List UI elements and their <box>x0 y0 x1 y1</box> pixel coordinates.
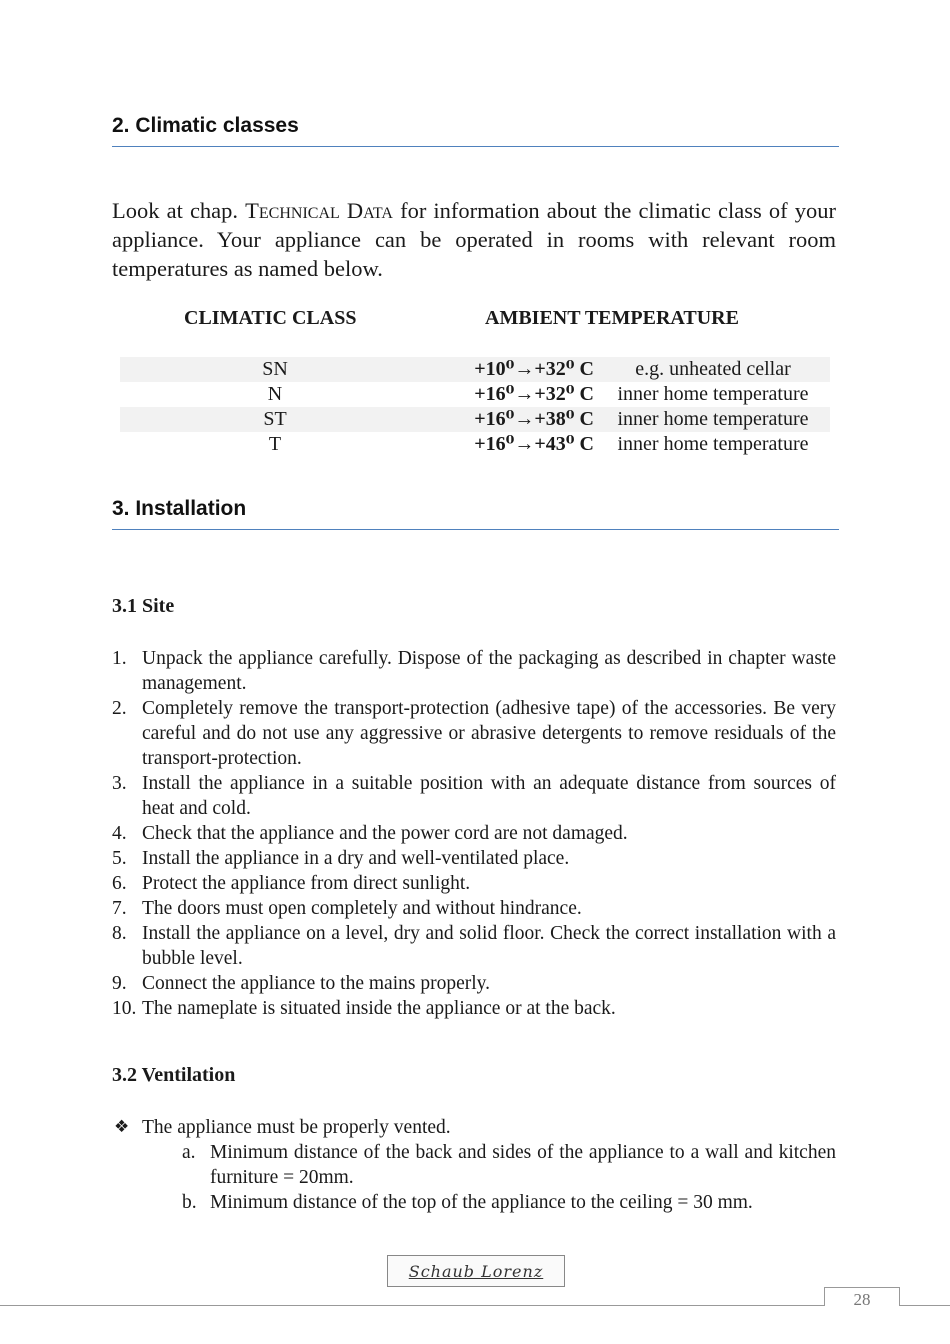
technical-data-reference: Technical Data <box>245 198 393 223</box>
class-cell: N <box>267 383 283 405</box>
subheading-ventilation: 3.2 Ventilation <box>112 1064 236 1086</box>
climatic-class-table <box>120 357 830 457</box>
step-text: Connect the appliance to the mains properly. <box>142 973 491 994</box>
list-item <box>112 921 836 971</box>
class-cell: SN <box>262 358 288 380</box>
table-row <box>120 357 830 382</box>
climatic-class-header: CLIMATIC CLASS <box>184 307 357 329</box>
intro-text-part2: for information about the climatic class of your appliance. Your appliance can be operated in rooms with relevant room temperatures as named below. <box>112 198 836 281</box>
subheading-site: 3.1 Site <box>112 595 175 617</box>
step-number: 3. <box>112 773 127 794</box>
step-number: 9. <box>112 973 127 994</box>
step-text: Protect the appliance from direct sunlight. <box>142 873 471 894</box>
list-item <box>112 696 836 771</box>
section-heading-climatic-classes: 2. Climatic classes <box>112 114 839 147</box>
bullet-text: The appliance must be properly vented. <box>142 1117 451 1138</box>
footer-divider <box>900 1305 950 1306</box>
climatic-intro-paragraph <box>112 196 836 283</box>
list-item <box>112 996 836 1021</box>
temperature-range-cell: +16⁰→+43⁰ C <box>474 433 594 455</box>
temperature-range-cell: +16⁰→+32⁰ C <box>474 383 594 405</box>
temperature-range-cell: +16⁰→+38⁰ C <box>474 408 594 430</box>
step-text: Install the appliance in a suitable position with an adequate distance from sources of heat and cold. <box>142 773 836 819</box>
diamond-bullet-icon: ❖ <box>114 1117 130 1137</box>
list-item <box>112 1140 836 1190</box>
step-text: Install the appliance in a dry and well-ventilated place. <box>142 848 570 869</box>
step-text: Completely remove the transport-protection (adhesive tape) of the accessories. Be very careful and do not use any aggressive or abrasive detergents to remove residuals of the transport-protection. <box>142 698 836 769</box>
ambient-temperature-header: AMBIENT TEMPERATURE <box>485 307 739 329</box>
list-item <box>112 821 836 846</box>
class-cell: ST <box>263 408 287 430</box>
step-number: 6. <box>112 873 127 894</box>
item-text: Minimum distance of the top of the appliance to the ceiling = 30 mm. <box>210 1192 753 1213</box>
description-cell: inner home temperature <box>617 433 809 455</box>
brand-logo-text: Schaub Lorenz <box>408 1261 544 1281</box>
site-steps-list <box>112 646 836 1021</box>
step-text: Check that the appliance and the power cord are not damaged. <box>142 823 628 844</box>
description-cell: inner home temperature <box>617 408 809 430</box>
list-item <box>112 971 836 996</box>
table-row <box>120 407 830 432</box>
step-text: Unpack the appliance carefully. Dispose of the packaging as described in chapter waste management. <box>142 648 836 694</box>
list-item <box>112 896 836 921</box>
step-number: 8. <box>112 923 127 944</box>
step-number: 1. <box>112 648 127 669</box>
ventilation-list <box>112 1115 836 1215</box>
step-number: 7. <box>112 898 127 919</box>
item-letter: a. <box>182 1142 196 1163</box>
list-item <box>112 846 836 871</box>
step-number: 4. <box>112 823 127 844</box>
step-text: Install the appliance on a level, dry and solid floor. Check the correct installation with a bubble level. <box>142 923 836 969</box>
item-text: Minimum distance of the back and sides of the appliance to a wall and kitchen furniture = 20mm. <box>210 1142 836 1188</box>
step-number: 5. <box>112 848 127 869</box>
table-row <box>120 382 830 407</box>
temperature-range-cell: +10⁰→+32⁰ C <box>474 358 594 380</box>
list-item <box>112 771 836 821</box>
description-cell: e.g. unheated cellar <box>635 358 791 380</box>
footer-divider <box>0 1305 824 1306</box>
section-heading-installation: 3. Installation <box>112 497 839 530</box>
step-number: 2. <box>112 698 127 719</box>
class-cell: T <box>268 433 282 455</box>
table-row <box>120 432 830 457</box>
step-text: The doors must open completely and without hindrance. <box>142 898 582 919</box>
list-item <box>112 1190 836 1215</box>
intro-text-part1: Look at chap. <box>112 198 246 223</box>
brand-logo <box>387 1255 565 1287</box>
list-item <box>112 1115 836 1140</box>
step-text: The nameplate is situated inside the appliance or at the back. <box>142 998 616 1019</box>
description-cell: inner home temperature <box>617 383 809 405</box>
step-number: 10. <box>112 998 137 1019</box>
item-letter: b. <box>182 1192 197 1213</box>
page-number: 28 <box>853 1290 871 1309</box>
list-item <box>112 871 836 896</box>
list-item <box>112 646 836 696</box>
